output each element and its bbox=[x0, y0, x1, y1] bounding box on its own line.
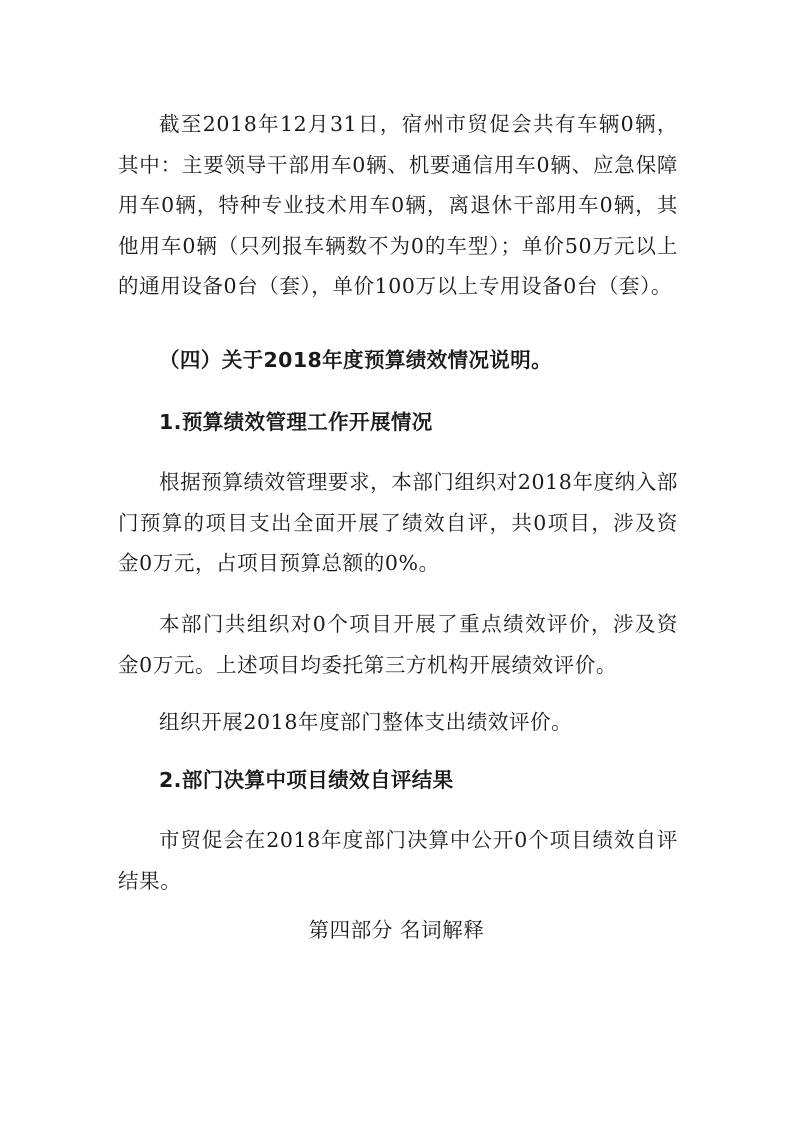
key-evaluation-paragraph: 本部门共组织对0个项目开展了重点绩效评价，涉及资金0万元。上述项目均委托第三方机构开展绩效评价。 bbox=[118, 612, 678, 677]
self-evaluation-paragraph: 根据预算绩效管理要求，本部门组织对2018年度纳入部门预算的项目支出全面开展了绩效自评，共0项目，涉及资金0万元，占项目预算总额的0%。 bbox=[118, 470, 678, 576]
part-four-title: 第四部分 名词解释 bbox=[308, 918, 485, 942]
section-four-heading: （四）关于2018年度预算绩效情况说明。 bbox=[159, 348, 553, 372]
subheading-budget-performance-management: 1.预算绩效管理工作开展情况 bbox=[159, 410, 433, 434]
results-disclosure-paragraph: 市贸促会在2018年度部门决算中公开0个项目绩效自评结果。 bbox=[118, 828, 678, 893]
overall-evaluation-paragraph: 组织开展2018年度部门整体支出绩效评价。 bbox=[159, 710, 573, 734]
vehicle-assets-paragraph: 截至2018年12月31日，宿州市贸促会共有车辆0辆，其中：主要领导干部用车0辆、机要通信用车0辆、应急保障用车0辆，特种专业技术用车0辆，离退休干部用车0辆，其他用车0辆（只列报车辆数不为0的车型）；单价50万元以上的通用设备0台（套），单价100万以上专用设备0台（套）。 bbox=[118, 112, 678, 299]
subheading-self-evaluation-results: 2.部门决算中项目绩效自评结果 bbox=[159, 768, 454, 792]
